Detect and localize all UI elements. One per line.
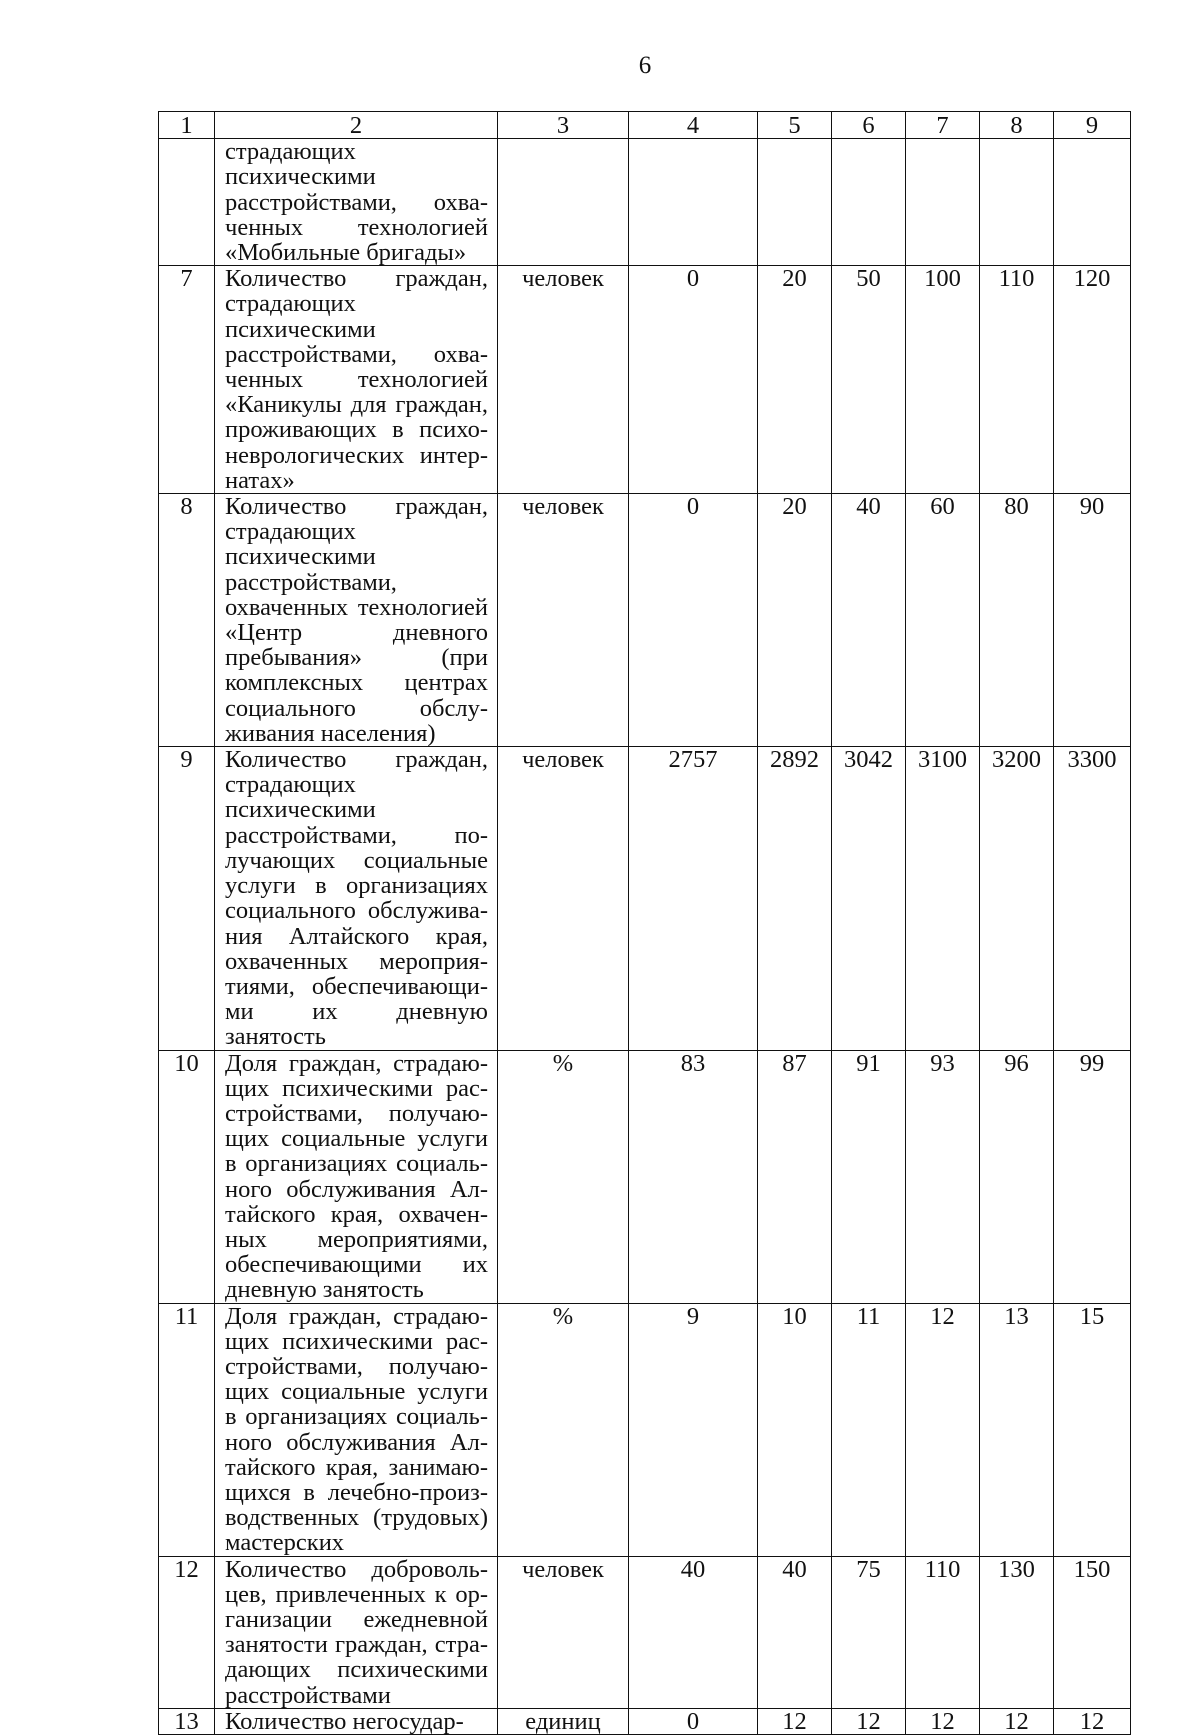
value-cell: 75 xyxy=(832,1556,906,1708)
indicator-description: Количество граждан, страдающих психическими расстройствами, охваченных технологией «Центр дневного пребывания» (при комплексных центрах социального обслуживания населения) xyxy=(215,494,498,747)
value-cell: 12 xyxy=(1054,1708,1131,1734)
indicator-description: Количество граждан, страдающих психическими расстройствами, охваченных технологией «Каникулы для граждан, проживающих в психоневрологических интернатах» xyxy=(215,266,498,494)
page-number: 6 xyxy=(638,52,652,79)
column-header: 4 xyxy=(629,112,758,139)
indicator-description: Доля граждан, страдающих психическими расстройствами, получающих социальные услуги в организациях социального обслуживания Алтайского края, охваченных мероприятиями, обеспечивающими их дневную занятость xyxy=(215,1050,498,1303)
value-cell: 12 xyxy=(906,1303,980,1556)
unit-cell: единиц xyxy=(498,1708,629,1734)
value-cell: 80 xyxy=(980,494,1054,747)
value-cell: 40 xyxy=(758,1556,832,1708)
value-cell: 12 xyxy=(832,1708,906,1734)
value-cell: 12 xyxy=(980,1708,1054,1734)
value-cell: 60 xyxy=(906,494,980,747)
value-cell: 96 xyxy=(980,1050,1054,1303)
value-cell: 90 xyxy=(1054,494,1131,747)
unit-cell: % xyxy=(498,1303,629,1556)
value-cell: 40 xyxy=(832,494,906,747)
column-header: 7 xyxy=(906,112,980,139)
value-cell: 20 xyxy=(758,494,832,747)
value-cell: 2892 xyxy=(758,747,832,1050)
column-header: 8 xyxy=(980,112,1054,139)
indicator-description: Количество граждан, страдающих психическими расстройствами, получающих социальные услуги в организациях социального обслуживания Алтайского края, охваченных мероприятиями, обеспечивающими их дневную занятость xyxy=(215,747,498,1050)
row-number xyxy=(159,139,215,266)
value-cell: 3300 xyxy=(1054,747,1131,1050)
table-row xyxy=(159,747,1131,1050)
unit-cell: % xyxy=(498,1050,629,1303)
unit-cell: человек xyxy=(498,1556,629,1708)
value-cell: 15 xyxy=(1054,1303,1131,1556)
value-cell: 13 xyxy=(980,1303,1054,1556)
table-row xyxy=(159,494,1131,747)
value-cell: 40 xyxy=(629,1556,758,1708)
value-cell: 99 xyxy=(1054,1050,1131,1303)
row-number: 11 xyxy=(159,1303,215,1556)
value-cell: 120 xyxy=(1054,266,1131,494)
table-row xyxy=(159,1556,1131,1708)
row-number: 13 xyxy=(159,1708,215,1734)
value-cell: 150 xyxy=(1054,1556,1131,1708)
table-row xyxy=(159,266,1131,494)
row-number: 12 xyxy=(159,1556,215,1708)
value-cell: 100 xyxy=(906,266,980,494)
value-cell: 0 xyxy=(629,266,758,494)
value-cell: 110 xyxy=(980,266,1054,494)
row-number: 8 xyxy=(159,494,215,747)
unit-cell: человек xyxy=(498,494,629,747)
indicator-description: Количество добровольцев, привлеченных к организации ежедневной занятости граждан, страдающих психическими расстройствами xyxy=(215,1556,498,1708)
unit-cell: человек xyxy=(498,266,629,494)
indicator-description: страдающих психическими расстройствами, охваченных технологией «Мобильные бригады» xyxy=(215,139,498,266)
value-cell xyxy=(1054,139,1131,266)
value-cell: 20 xyxy=(758,266,832,494)
table-row xyxy=(159,1050,1131,1303)
value-cell xyxy=(629,139,758,266)
value-cell xyxy=(980,139,1054,266)
column-header: 9 xyxy=(1054,112,1131,139)
value-cell: 3100 xyxy=(906,747,980,1050)
value-cell: 83 xyxy=(629,1050,758,1303)
row-number: 10 xyxy=(159,1050,215,1303)
value-cell xyxy=(758,139,832,266)
table-row xyxy=(159,1708,1131,1734)
indicator-description: Количество негосудар- xyxy=(215,1708,498,1734)
table-row xyxy=(159,1303,1131,1556)
value-cell xyxy=(906,139,980,266)
indicators-table xyxy=(158,111,1131,1735)
value-cell: 10 xyxy=(758,1303,832,1556)
column-header: 6 xyxy=(832,112,906,139)
unit-cell: человек xyxy=(498,747,629,1050)
value-cell: 9 xyxy=(629,1303,758,1556)
value-cell: 130 xyxy=(980,1556,1054,1708)
value-cell: 0 xyxy=(629,1708,758,1734)
column-header: 5 xyxy=(758,112,832,139)
value-cell: 3200 xyxy=(980,747,1054,1050)
value-cell: 93 xyxy=(906,1050,980,1303)
value-cell: 0 xyxy=(629,494,758,747)
value-cell: 12 xyxy=(758,1708,832,1734)
value-cell: 87 xyxy=(758,1050,832,1303)
value-cell: 91 xyxy=(832,1050,906,1303)
unit-cell xyxy=(498,139,629,266)
value-cell: 12 xyxy=(906,1708,980,1734)
table-row xyxy=(159,139,1131,266)
table-header-row xyxy=(159,112,1131,139)
column-header: 1 xyxy=(159,112,215,139)
value-cell: 11 xyxy=(832,1303,906,1556)
value-cell xyxy=(832,139,906,266)
indicator-description: Доля граждан, страдающих психическими расстройствами, получающих социальные услуги в организациях социального обслуживания Алтайского края, занимающихся в лечебно-производственных (трудовых) мастерских xyxy=(215,1303,498,1556)
value-cell: 3042 xyxy=(832,747,906,1050)
column-header: 2 xyxy=(215,112,498,139)
value-cell: 110 xyxy=(906,1556,980,1708)
row-number: 9 xyxy=(159,747,215,1050)
row-number: 7 xyxy=(159,266,215,494)
value-cell: 50 xyxy=(832,266,906,494)
column-header: 3 xyxy=(498,112,629,139)
value-cell: 2757 xyxy=(629,747,758,1050)
